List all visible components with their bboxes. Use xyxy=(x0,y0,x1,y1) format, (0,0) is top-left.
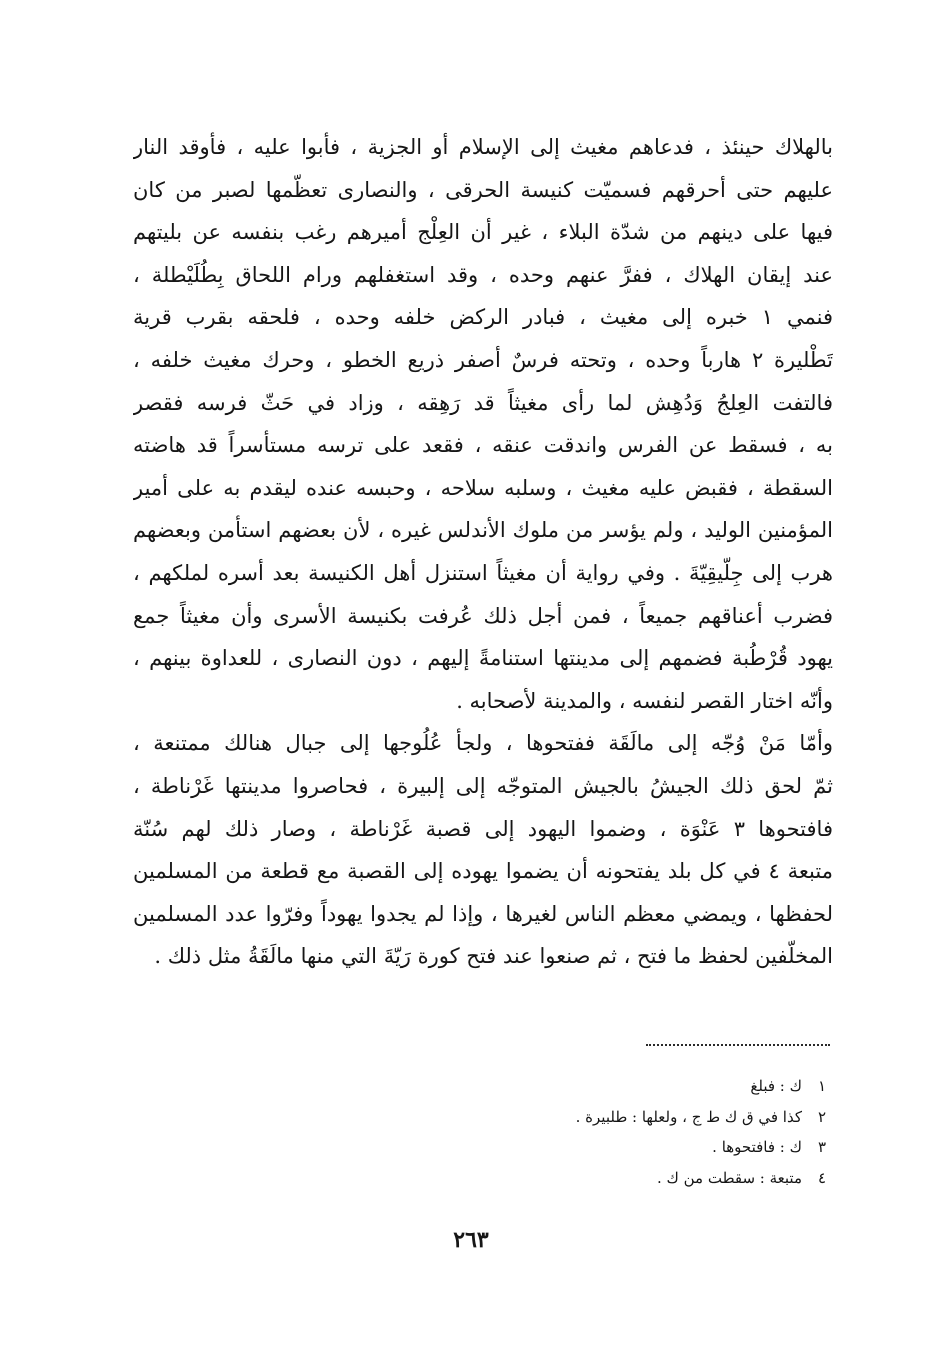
text-line-11: هرب إلى جِلّيقِيّةَ . وفي رواية أن مغيثاً استنزل أهل الكنيسة بعد أسره لملكهم ، xyxy=(133,560,833,585)
text-line-17: فافتحوها ٣ عَنْوَة ، وضموا اليهود إلى قصبة غَرْناطة ، وصار ذلك لهم سُنّة xyxy=(133,816,833,841)
footnote-text: ك : فبلغ xyxy=(750,1077,802,1095)
text-line-1: بالهلاك حينئذ ، فدعاهم مغيث إلى الإسلام أو الجزية ، فأبوا عليه ، فأوقد النار xyxy=(133,135,833,159)
footnote-text: كذا في ق ك ط ج ، ولعلها : طلبيرة . xyxy=(575,1107,802,1126)
footnote-number: ٣ xyxy=(817,1138,826,1156)
page-number: ٢٦٣ xyxy=(453,1227,489,1253)
text-line-7: فالتفت العِلجُ وَدُهِش لما رأى مغيثاً قد رَهِقه ، وزاد في حَثّ فرسه فقصر xyxy=(133,390,833,415)
footnote-text: متبعة : سقطت من ك . xyxy=(656,1168,802,1187)
footnotes xyxy=(300,1071,826,1193)
text-line-8: به ، فسقط عن الفرس واندقت عنقه ، فقعد على ترسه مستأسراً قد هاضته xyxy=(133,433,833,458)
footnote-separator xyxy=(646,1044,830,1046)
text-line-4: عند إيقان الهلاك ، ففرَّ عنهم وحده ، وقد استغفلهم ورام اللحاق بِطُلَيْطلة ، xyxy=(133,262,833,287)
footnote-3 xyxy=(300,1132,826,1163)
text-line-19: لحفظها ، ويمضي معظم الناس لغيرها ، وإذا لم يجدوا يهوداً وفرّوا عدد المسلمين xyxy=(133,901,833,926)
text-line-3: فيها على دينهم من شدّة البلاء ، غير أن العِلْج أميرهم رغب بنفسه عن بليتهم xyxy=(133,220,833,245)
main-text xyxy=(133,126,833,978)
text-line-20: المخلّفين لحفظ ما فتح ، ثم صنعوا عند فتح كورة رَيّةَ التي منها مالَقَةُ مثل ذلك . xyxy=(154,944,833,969)
text-line-12: فضرب أعناقهم جميعاً ، فمن أجل ذلك عُرفت بكنيسة الأسرى وأن مغيثاً جمع xyxy=(133,603,833,628)
text-line-9: السقطة ، فقبض عليه مغيث ، وسلبه سلاحه ، وحبسه عنده ليقدم به على أمير xyxy=(133,475,833,500)
text-line-13: يهود قُرْطُبة فضمهم إلى مدينتها استنامةً إليهم ، دون النصارى ، للعداوة بينهم ، xyxy=(133,646,833,671)
text-line-14: وأنّه اختار القصر لنفسه ، والمدينة لأصحابه . xyxy=(456,688,833,713)
text-line-2: عليهم حتى أحرقهم فسميّت كنيسة الحرقى ، والنصارى تعظّمها لصبر من كان xyxy=(133,177,833,202)
footnote-number: ٤ xyxy=(817,1168,826,1187)
footnote-number: ١ xyxy=(817,1077,826,1095)
text-line-18: متبعة ٤ في كل بلد يفتحونه أن يضموا يهوده إلى القصبة مع قطعة من المسلمين xyxy=(133,859,833,884)
footnote-2 xyxy=(300,1102,826,1133)
footnote-4 xyxy=(300,1163,826,1194)
text-line-6: تَطْليرة ٢ هارباً وحده ، وتحته فرسٌ أصفر ذريع الخطو ، وحرك مغيث خلفه ، xyxy=(133,347,833,372)
text-line-10: المؤمنين الوليد ، ولم يؤسر من ملوك الأندلس غيره ، لأن بعضهم استأمن وبعضهم xyxy=(133,518,833,543)
text-line-16: ثمّ لحق ذلك الجيشُ بالجيش المتوجّه إلى إلبيرة ، فحاصروا مدينتها غَرْناطة ، xyxy=(133,773,833,798)
footnote-number: ٢ xyxy=(817,1107,826,1126)
footnote-1 xyxy=(300,1071,826,1102)
text-line-5: فنمي ١ خبره إلى مغيث ، فبادر الركض خلفه وحده ، فلحقه بقرب قرية xyxy=(133,305,833,330)
footnote-text: ك : فافتحوها . xyxy=(712,1138,802,1156)
text-line-15: وأمّا مَنْ وُجّه إلى مالَقَة ففتحوها ، ولجأ عُلُوجها إلى جبال هنالك ممتنعة ، xyxy=(133,731,833,756)
